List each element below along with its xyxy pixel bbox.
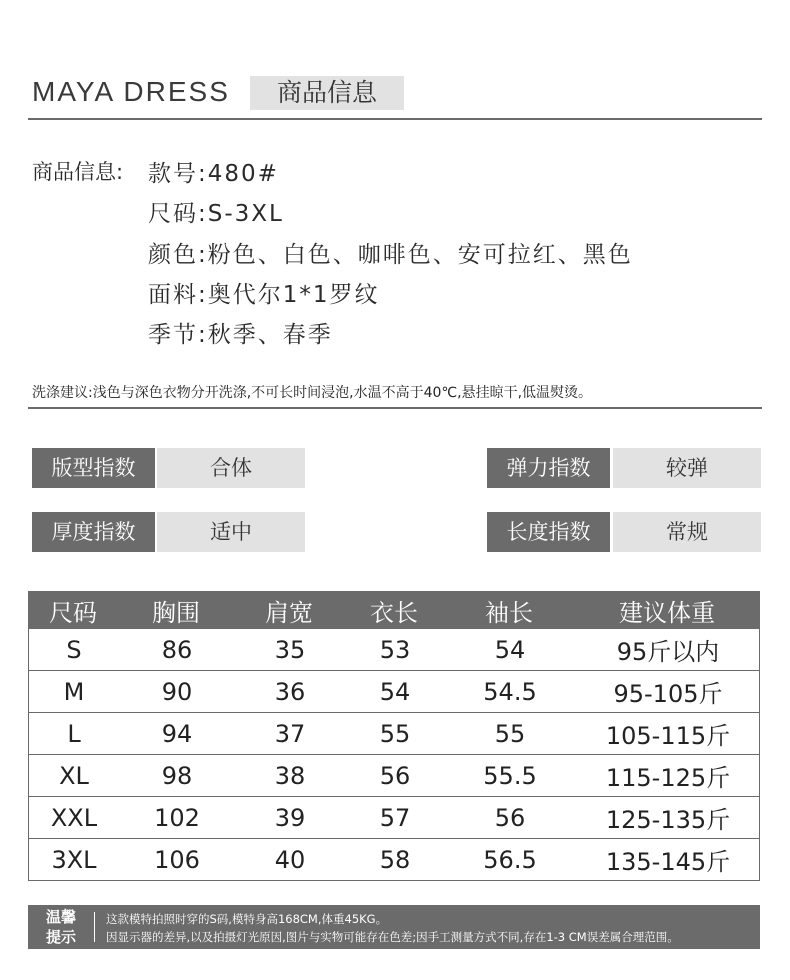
cell-sleeve: 54.5	[483, 677, 537, 706]
cell-weight: 105-115斤	[605, 722, 731, 750]
header-chest: 胸围	[152, 598, 200, 627]
cell-length: 53	[379, 635, 411, 664]
info-colors: 颜色:粉色、白色、咖啡色、安可拉红、黑色	[148, 242, 633, 268]
table-row	[29, 839, 759, 880]
cell-sleeve: 55	[494, 719, 526, 748]
table-row	[29, 797, 759, 839]
tips-separator	[94, 912, 95, 942]
cell-length: 58	[379, 845, 411, 874]
cell-chest: 90	[161, 677, 193, 706]
cell-chest: 106	[154, 845, 200, 874]
tips-label-line2: 提示	[45, 928, 76, 946]
cell-chest: 86	[161, 635, 193, 664]
cell-weight: 95-105斤	[613, 680, 723, 708]
cell-weight: 125-135斤	[605, 806, 731, 834]
length-index-value: 常规	[613, 512, 761, 552]
header-sleeve: 袖长	[485, 598, 533, 627]
cell-length: 55	[379, 719, 411, 748]
size-table-body	[28, 629, 760, 881]
cell-size: 3XL	[51, 845, 97, 874]
length-index-label: 长度指数	[487, 512, 610, 552]
fit-index-value: 合体	[157, 448, 305, 488]
tips-label	[36, 907, 86, 947]
fit-index-label: 版型指数	[32, 448, 155, 488]
section-title: 商品信息	[250, 76, 404, 110]
cell-shoulder: 35	[274, 635, 306, 664]
cell-shoulder: 39	[274, 803, 306, 832]
info-size-range: 尺码:S-3XL	[148, 201, 284, 227]
cell-weight: 115-125斤	[605, 764, 731, 792]
cell-length: 56	[379, 761, 411, 790]
cell-size: S	[66, 635, 82, 664]
thickness-index-value: 适中	[157, 512, 305, 552]
thickness-index-label: 厚度指数	[32, 512, 155, 552]
cell-shoulder: 40	[274, 845, 306, 874]
info-style-number: 款号:480#	[148, 161, 279, 187]
cell-chest: 94	[161, 719, 193, 748]
cell-weight: 135-145斤	[605, 848, 731, 876]
cell-sleeve: 55.5	[483, 761, 537, 790]
table-row	[29, 713, 759, 755]
cell-size: XL	[59, 761, 89, 790]
cell-length: 57	[379, 803, 411, 832]
brand-name: MAYA DRESS	[32, 76, 230, 107]
cell-shoulder: 38	[274, 761, 306, 790]
stretch-index-value: 较弹	[613, 448, 761, 488]
size-table-header	[28, 591, 760, 629]
info-season: 季节:秋季、春季	[148, 322, 333, 348]
table-row	[29, 671, 759, 713]
table-row	[29, 755, 759, 797]
info-label: 商品信息:	[32, 160, 124, 184]
header-length: 衣长	[370, 598, 418, 627]
care-instructions: 洗涤建议:浅色与深色衣物分开洗涤,不可长时间浸泡,水温不高于40℃,悬挂晾干,低温熨烫。	[32, 385, 593, 401]
tips-disclaimer: 因显示器的差异,以及拍摄灯光原因,图片与实物可能存在色差;因手工测量方式不同,存在1-3 CM误差属合理范围。	[106, 930, 679, 944]
header-size: 尺码	[49, 598, 97, 627]
cell-sleeve: 56	[494, 803, 526, 832]
cell-sleeve: 56.5	[483, 845, 537, 874]
cell-weight: 95斤以内	[616, 638, 720, 666]
cell-size: XXL	[50, 803, 98, 832]
tips-bar	[28, 905, 760, 949]
table-row	[29, 629, 759, 671]
header-divider	[28, 118, 762, 120]
cell-shoulder: 37	[274, 719, 306, 748]
info-fabric: 面料:奥代尔1*1罗纹	[148, 282, 380, 308]
size-table	[28, 591, 760, 881]
cell-chest: 98	[161, 761, 193, 790]
stretch-index-label: 弹力指数	[487, 448, 610, 488]
cell-sleeve: 54	[494, 635, 526, 664]
tips-label-line1: 温馨	[45, 908, 76, 926]
care-divider	[28, 407, 762, 409]
cell-shoulder: 36	[274, 677, 306, 706]
header-weight: 建议体重	[619, 598, 715, 627]
cell-length: 54	[379, 677, 411, 706]
cell-chest: 102	[154, 803, 200, 832]
cell-size: M	[63, 677, 85, 706]
cell-size: L	[67, 719, 81, 748]
tips-model-info: 这款模特拍照时穿的S码,模特身高168CM,体重45KG。	[106, 912, 388, 926]
header-shoulder: 肩宽	[265, 598, 313, 627]
